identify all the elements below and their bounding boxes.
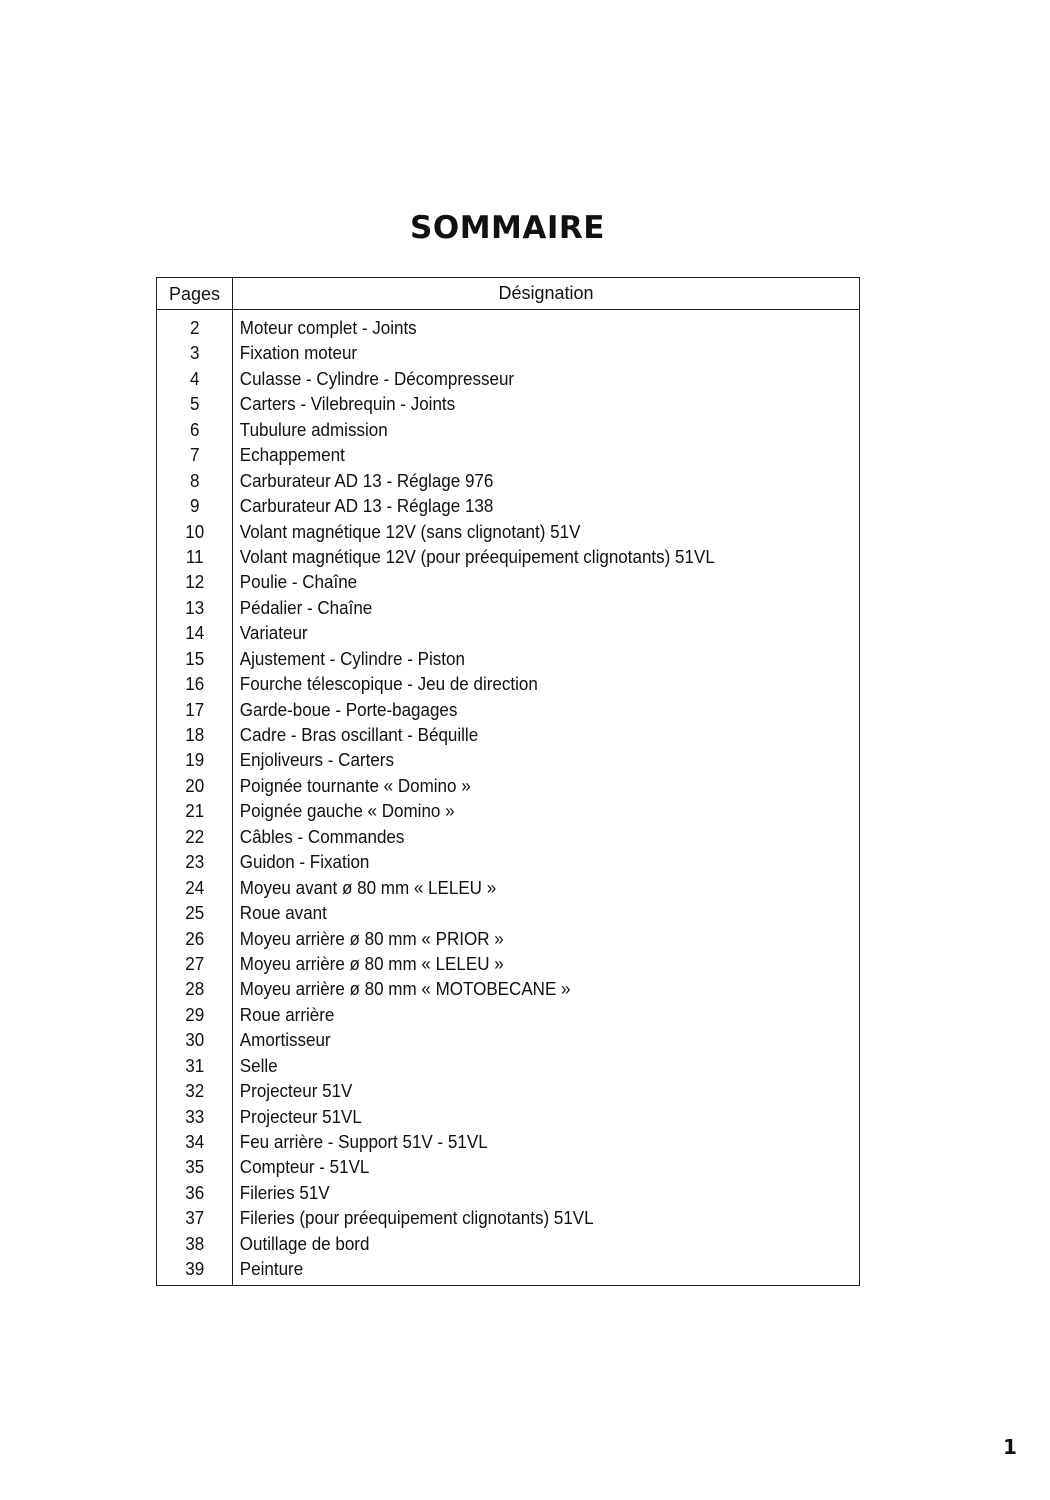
contents-table — [156, 277, 860, 1286]
table-row — [157, 315, 803, 340]
table-row — [157, 747, 803, 772]
table-row — [157, 926, 803, 951]
row-page-number: 28 — [185, 978, 205, 1000]
row-designation: Compteur - 51VL — [239, 1156, 370, 1178]
row-designation: Poignée gauche « Domino » — [239, 800, 455, 822]
row-page-number: 5 — [189, 393, 200, 415]
row-designation: Outillage de bord — [239, 1232, 370, 1254]
row-page-number: 12 — [185, 571, 205, 593]
row-designation: Fileries (pour préequipement clignotants) 51VL — [239, 1207, 594, 1229]
row-designation: Peinture — [239, 1258, 304, 1280]
row-designation: Fourche télescopique - Jeu de direction — [239, 673, 538, 695]
table-row — [157, 824, 803, 849]
row-designation: Moteur complet - Joints — [239, 317, 417, 338]
row-page-number: 34 — [185, 1131, 205, 1152]
row-page-number: 29 — [185, 1003, 205, 1025]
table-row — [157, 1002, 803, 1027]
table-row — [157, 391, 803, 416]
row-designation: Garde-boue - Porte-bagages — [239, 698, 458, 720]
table-row — [157, 544, 803, 569]
table-row — [157, 976, 803, 1001]
row-page-number: 39 — [185, 1258, 205, 1280]
row-page-number: 9 — [189, 495, 200, 517]
row-page-number: 7 — [189, 444, 200, 466]
row-page-number: 4 — [189, 367, 200, 389]
table-row — [157, 1180, 803, 1205]
row-page-number: 11 — [185, 545, 204, 567]
row-designation: Variateur — [239, 622, 308, 644]
table-row — [157, 519, 803, 544]
row-designation: Volant magnétique 12V (sans clignotant) 51V — [239, 520, 581, 542]
row-designation: Projecteur 51VL — [239, 1105, 362, 1127]
row-designation: Tubulure admission — [239, 418, 388, 440]
row-page-number: 35 — [185, 1156, 205, 1178]
row-page-number: 22 — [185, 825, 205, 847]
row-page-number: 31 — [185, 1054, 205, 1076]
table-row — [157, 620, 803, 645]
table-row — [157, 697, 803, 722]
row-page-number: 15 — [185, 647, 205, 669]
table-row — [157, 1205, 803, 1230]
row-page-number: 27 — [185, 952, 205, 974]
row-page-number: 38 — [185, 1232, 205, 1254]
table-header — [157, 278, 859, 310]
row-page-number: 25 — [185, 902, 205, 924]
table-row — [157, 468, 803, 493]
table-row — [157, 1053, 803, 1078]
row-designation: Moyeu arrière ø 80 mm « MOTOBECANE » — [239, 978, 571, 1000]
table-row — [157, 951, 803, 976]
table-row — [157, 569, 803, 594]
row-designation: Fixation moteur — [239, 342, 358, 364]
row-page-number: 23 — [185, 851, 205, 873]
row-designation: Culasse - Cylindre - Décompresseur — [239, 367, 515, 389]
table-row — [157, 722, 803, 747]
table-row — [157, 646, 803, 671]
row-designation: Guidon - Fixation — [239, 851, 370, 873]
table-row — [157, 442, 803, 467]
row-page-number: 2 — [189, 317, 200, 338]
row-designation: Poulie - Chaîne — [239, 571, 358, 593]
table-row — [157, 493, 803, 518]
table-row — [157, 1231, 803, 1256]
row-page-number: 32 — [185, 1080, 205, 1102]
row-page-number: 17 — [185, 698, 205, 720]
table-row — [157, 875, 803, 900]
row-designation: Ajustement - Cylindre - Piston — [239, 647, 465, 669]
table-row — [157, 1129, 803, 1154]
page-number: 1 — [1003, 1435, 1017, 1459]
row-designation: Roue avant — [239, 902, 327, 924]
table-row — [157, 1154, 803, 1179]
row-designation: Selle — [239, 1054, 278, 1076]
row-page-number: 8 — [189, 469, 200, 491]
row-page-number: 20 — [185, 774, 205, 796]
row-designation: Cadre - Bras oscillant - Béquille — [239, 724, 479, 745]
table-row — [157, 366, 803, 391]
row-page-number: 3 — [189, 342, 200, 364]
row-designation: Echappement — [239, 444, 345, 466]
table-row — [157, 340, 803, 365]
page-title: SOMMAIRE — [410, 210, 605, 246]
row-designation: Moyeu avant ø 80 mm « LELEU » — [239, 876, 497, 898]
row-page-number: 24 — [185, 876, 205, 898]
row-designation: Carburateur AD 13 - Réglage 976 — [239, 469, 494, 491]
row-page-number: 13 — [185, 596, 205, 618]
table-row — [157, 798, 803, 823]
row-designation: Amortisseur — [239, 1029, 331, 1051]
table-row — [157, 417, 803, 442]
row-designation: Moyeu arrière ø 80 mm « LELEU » — [239, 952, 504, 974]
row-designation: Enjoliveurs - Carters — [239, 749, 394, 771]
table-row — [157, 1027, 803, 1052]
row-page-number: 18 — [185, 724, 205, 745]
table-row — [157, 671, 803, 696]
table-row — [157, 849, 803, 874]
table-row — [157, 1104, 803, 1129]
row-page-number: 6 — [189, 418, 200, 440]
row-designation: Volant magnétique 12V (pour préequipement clignotants) 51VL — [239, 545, 715, 567]
row-designation: Feu arrière - Support 51V - 51VL — [239, 1131, 488, 1152]
row-designation: Projecteur 51V — [239, 1080, 353, 1102]
row-page-number: 10 — [185, 520, 205, 542]
table-row — [157, 1256, 803, 1281]
row-designation: Roue arrière — [239, 1003, 335, 1025]
row-page-number: 26 — [185, 927, 205, 949]
table-row — [157, 900, 803, 925]
table-row — [157, 773, 803, 798]
row-designation: Carburateur AD 13 - Réglage 138 — [239, 495, 494, 517]
header-pages: Pages — [168, 284, 221, 304]
row-designation: Moyeu arrière ø 80 mm « PRIOR » — [239, 927, 504, 949]
row-page-number: 19 — [185, 749, 205, 771]
row-page-number: 36 — [185, 1181, 205, 1203]
row-designation: Fileries 51V — [239, 1181, 330, 1203]
row-page-number: 16 — [185, 673, 205, 695]
table-row — [157, 1078, 803, 1103]
row-page-number: 21 — [185, 800, 205, 822]
row-designation: Poignée tournante « Domino » — [239, 774, 471, 796]
row-designation: Pédalier - Chaîne — [239, 596, 373, 618]
table-row — [157, 595, 803, 620]
row-page-number: 33 — [185, 1105, 205, 1127]
row-designation: Câbles - Commandes — [239, 825, 405, 847]
header-designation: Désignation — [498, 283, 594, 303]
table-body — [157, 315, 859, 1282]
row-page-number: 37 — [185, 1207, 205, 1229]
row-designation: Carters - Vilebrequin - Joints — [239, 393, 456, 415]
row-page-number: 30 — [185, 1029, 205, 1051]
row-page-number: 14 — [185, 622, 205, 644]
